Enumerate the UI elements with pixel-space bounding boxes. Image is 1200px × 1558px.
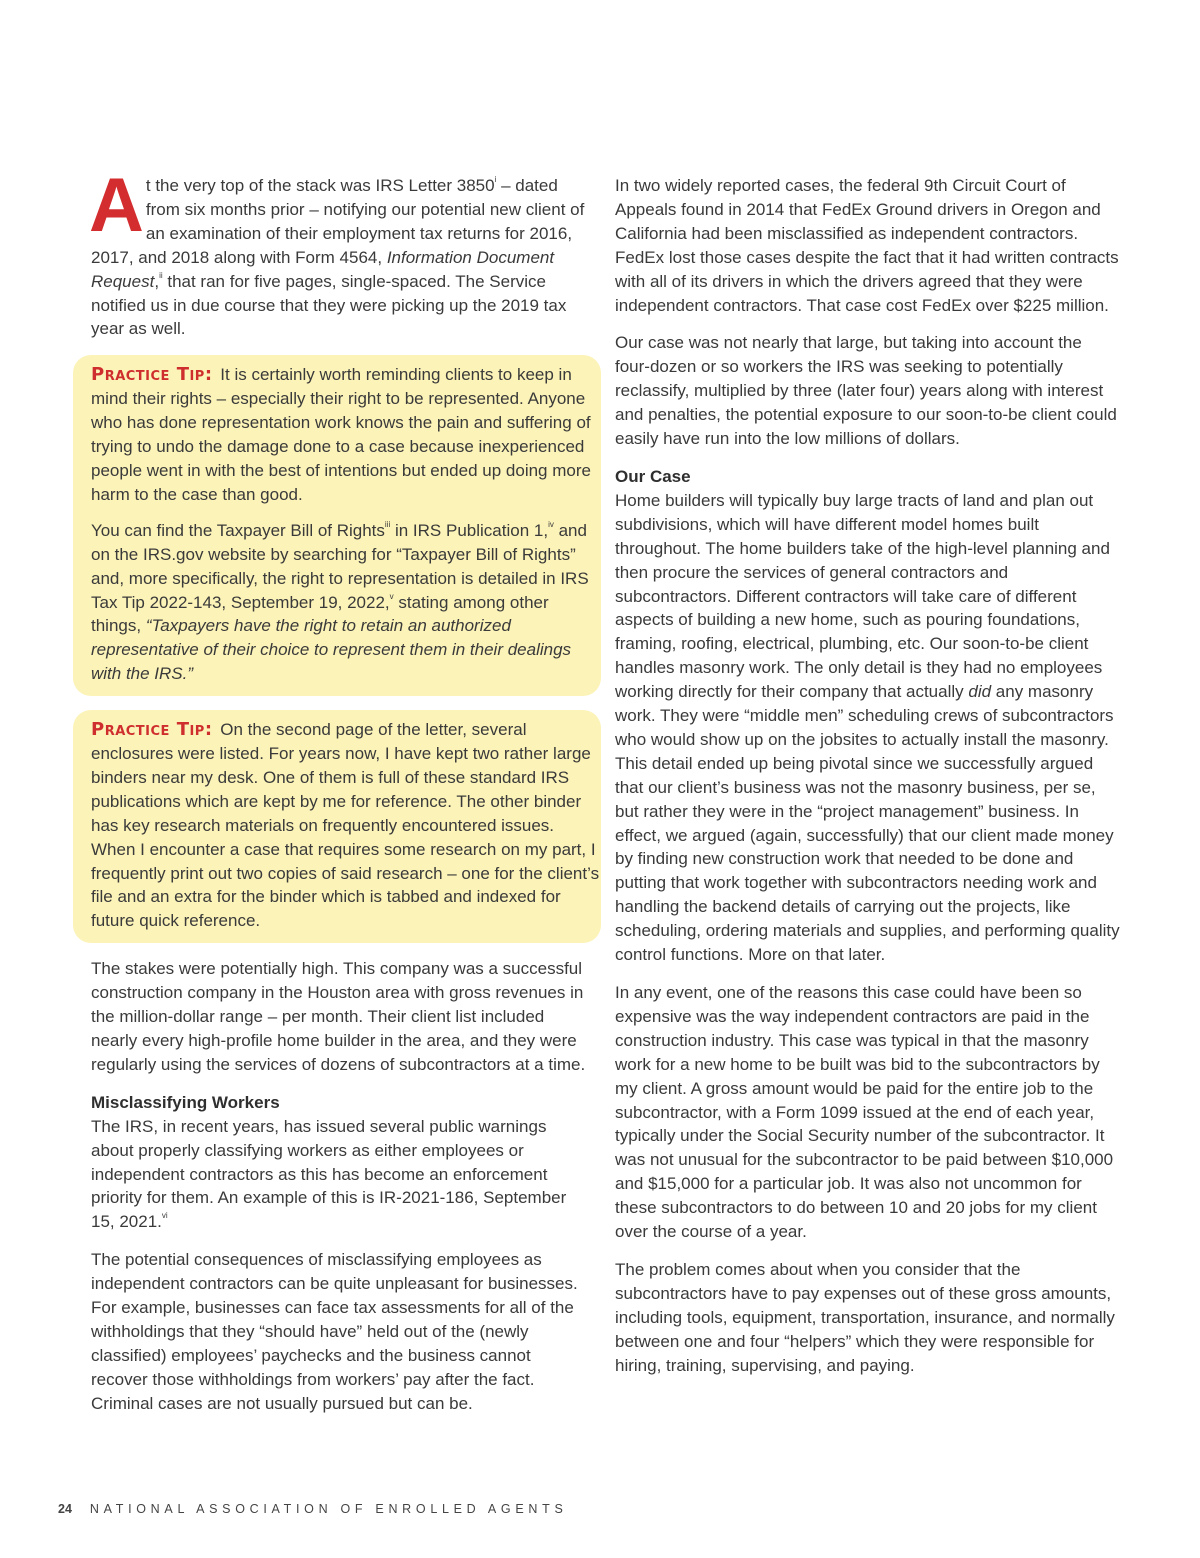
tip-text: You can find the Taxpayer Bill of Rights <box>91 520 385 540</box>
right-column <box>615 174 1120 1392</box>
intro-paragraph <box>89 163 591 341</box>
tip-text: and on the IRS.gov website by searching for “Taxpayer Bill of Rights” and, more specifically, the right to representation is detailed in IRS Tax Tip 2022-143, September 19, 2022, <box>91 520 589 612</box>
drop-cap: A <box>89 163 142 248</box>
body-paragraph: Our case was not nearly that large, but taking into account the four-dozen or so workers the IRS was seeking to potentially reclassify, multiplied by three (later four) years along with interest and penalties, the potential exposure to our soon-to-be client could easily have run into the low millions of dollars. <box>615 333 1117 449</box>
endnote-ref: ii <box>159 270 163 280</box>
tip-text: On the second page of the letter, several enclosures were listed. For years now, I have kept two rather large binders near my desk. One of them is full of these standard IRS publications which are kept by me for reference. The other binder has key research materials on frequently encountered issues. When I encounter a case that requires some research on my part, I frequently print out two copies of said research – one for the client’s file and an extra for the binder which is tabbed and indexed for future quick reference. <box>91 720 600 931</box>
page-footer <box>58 1502 567 1516</box>
body-text: any masonry work. They were “middle men” scheduling crews of subcontractors who would show up on the jobsites to actually install the masonry. This detail ended up being pivotal since we successfully argued that our client’s business was not the masonry business, per se, but rather they were in the “project management” business. In effect, we argued (again, successfully) that our client made money by finding new construction work that needed to be done and putting that work together with subcontractors needing work and handling the backend details of carrying out the projects, like scheduling, ordering materials and supplies, and performing quality control functions. More on that later. <box>615 682 1120 965</box>
body-paragraph: In any event, one of the reasons this case could have been so expensive was the way independent contractors are paid in the construction industry. This case was typical in that the masonry work for a new home to be built was bid to the subcontractors by my client. A gross amount would be paid for the entire job to the subcontractor, with a Form 1099 issued at the end of each year, typically under the Social Security number of the subcontractor. It was not unusual for the subcontractor to be paid between $10,000 and $15,000 for a particular job. It was also not uncommon for these subcontractors to do between 10 and 20 jobs for my client over the course of a year. <box>615 983 1114 1242</box>
body-paragraph: The stakes were potentially high. This company was a successful construction company in the Houston area with gross revenues in the million-dollar range – per month. Their client list included nearly every high-profile home builder in the area, and they were regularly using the services of dozens of subcontractors at a time. <box>91 959 586 1074</box>
left-column <box>89 163 600 1430</box>
body-text: Home builders will typically buy large tracts of land and plan out subdivisions, which will have different model homes built throughout. The home builders take of the high-level planning and then procure the services of general contractors and subcontractors. Different contractors will take care of different aspects of building a new home, such as pouring foundations, framing, roofing, electrical, plumbing, etc. Our soon-to-be client handles masonry work. The only detail is they had no employees working directly for their company that actually <box>615 490 1110 702</box>
tip-text: in IRS Publication 1, <box>390 520 549 540</box>
body-paragraph: The potential consequences of misclassifying employees as independent contractors can be quite unpleasant for businesses. For example, businesses can face tax assessments for all of the withholdings that they “should have” held out of the (newly classified) employees’ paychecks and the business cannot recover those withholdings from workers’ pay after the fact. Criminal cases are not usually pursued but can be. <box>91 1250 578 1413</box>
practice-tip-label: Practice Tip: <box>91 719 213 741</box>
endnote-ref: iii <box>384 519 391 529</box>
intro-text-b: – dated from six months prior – notifying our potential new client of an examination of their employment tax returns for 2016, 2017, and 2018 along with Form 4564, <box>91 176 585 267</box>
tip-text: It is certainly worth reminding clients to keep in mind their rights – especially their right to be represented. Anyone who has done representation work knows the pain and suffering of trying to undo the damage done to a case because inexperienced people went in with the best of intentions but ended up doing more harm to the case than good. <box>91 365 591 504</box>
endnote-ref: v <box>389 591 394 601</box>
tip-paragraph <box>91 519 601 686</box>
body-paragraph <box>91 1115 591 1235</box>
body-paragraph: In two widely reported cases, the federal 9th Circuit Court of Appeals found in 2014 that FedEx Ground drivers in Oregon and California had been misclassified as independent contractors. FedEx lost those cases despite the fact that it had written contracts with all of its drivers in which the drivers agreed that they were independent contractors. That case cost FedEx over $225 million. <box>615 176 1119 315</box>
endnote-ref: i <box>494 175 497 184</box>
tip-text: stating among other things, <box>91 592 549 636</box>
section-heading: Our Case <box>615 466 691 486</box>
practice-tip-box <box>73 710 601 943</box>
page-number: 24 <box>58 1502 72 1516</box>
practice-tip-label: Practice Tip: <box>91 364 213 386</box>
body-emphasis: did <box>968 682 992 702</box>
intro-text-c: , <box>154 271 160 291</box>
body-paragraph <box>615 489 1120 967</box>
endnote-ref: vi <box>161 1211 168 1221</box>
tip-quote: “Taxpayers have the right to retain an authorized representative of their choice to represent them in their dealings with the IRS.” <box>91 616 572 684</box>
intro-text-a: t the very top of the stack was IRS Letter 3850 <box>145 176 495 195</box>
section-heading: Misclassifying Workers <box>91 1092 280 1112</box>
tip-paragraph <box>91 363 601 506</box>
practice-tip-box <box>73 355 601 696</box>
tip-paragraph <box>91 718 601 933</box>
intro-text-d: that ran for five pages, single-spaced. The Service notified us in due course that they were picking up the 2019 tax year as well. <box>91 271 567 339</box>
publication-name: NATIONAL ASSOCIATION OF ENROLLED AGENTS <box>89 1502 568 1516</box>
intro-form-title: Information Document Request <box>91 247 555 291</box>
endnote-ref: iv <box>548 519 554 529</box>
body-paragraph: The problem comes about when you consider that the subcontractors have to pay expenses out of these gross amounts, including tools, equipment, transportation, insurance, and normally between one and four “helpers” which they were responsible for hiring, training, supervising, and paying. <box>615 1259 1115 1375</box>
body-text: The IRS, in recent years, has issued several public warnings about properly classifying workers as either employees or independent contractors as this has become an enforcement priority for them. An example of this is IR-2021-186, September 15, 2021. <box>91 1116 567 1232</box>
